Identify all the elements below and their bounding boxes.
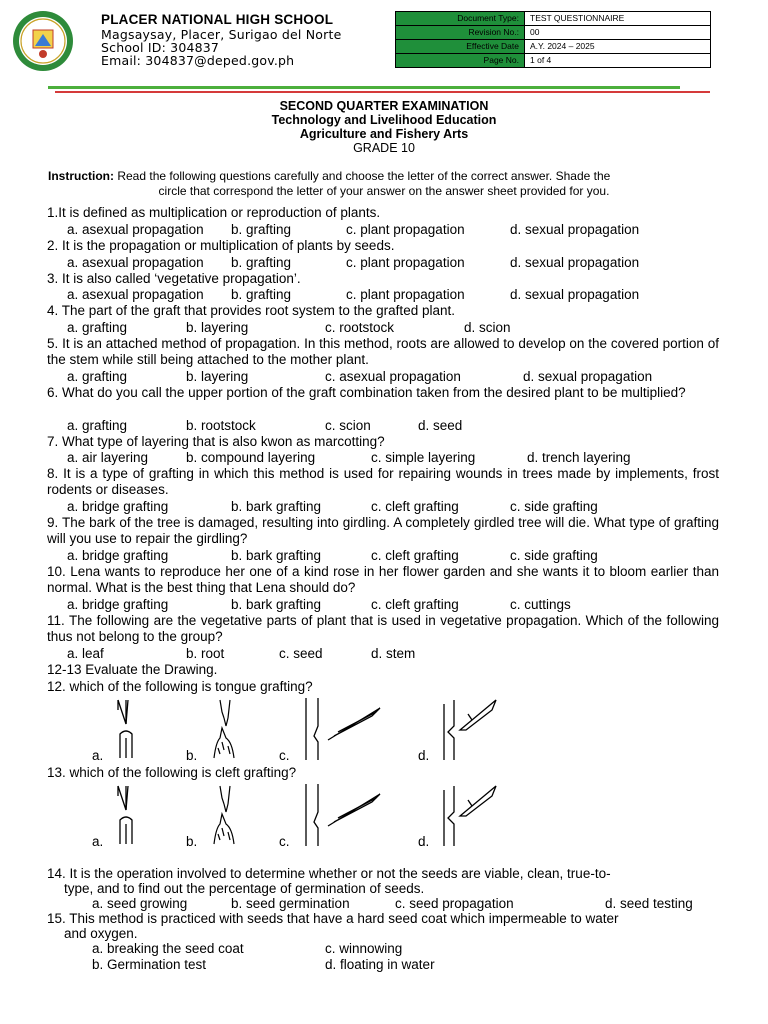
q11-option-c: c. seed xyxy=(279,646,323,661)
q10-option-d: c. cuttings xyxy=(510,597,571,612)
question-8: 8. It is a type of grafting in which this method is used for repairing wounds in trees made by implements, frost rodents or diseases. xyxy=(47,466,719,497)
revision-row xyxy=(396,26,711,40)
question-12: 12. which of the following is tongue grafting? xyxy=(47,679,313,694)
page-no-value: 1 of 4 xyxy=(525,54,711,68)
q1-option-b: b. grafting xyxy=(231,222,292,237)
doc-type-label: Document Type: xyxy=(396,12,525,26)
q4-option-d: d. scion xyxy=(464,320,511,335)
q13-drawing-d-side-graft-sketch xyxy=(438,782,504,848)
q1-option-c: c. plant propagation xyxy=(346,222,465,237)
effective-date-value: A.Y. 2024 – 2025 xyxy=(525,40,711,54)
doc-type-row xyxy=(396,12,711,26)
instruction-label: Instruction: xyxy=(48,169,114,183)
question-7: 7. What type of layering that is also kwon as marcotting? xyxy=(47,434,385,449)
q8-option-c: c. cleft grafting xyxy=(371,499,459,514)
q7-option-c: c. simple layering xyxy=(371,450,476,465)
effective-date-row xyxy=(396,40,711,54)
q2-option-c: c. plant propagation xyxy=(346,255,465,270)
question-1: 1.It is defined as multiplication or reproduction of plants. xyxy=(47,205,381,220)
school-id: School ID: 304837 xyxy=(101,40,220,55)
header-divider-red xyxy=(55,91,710,93)
q14-option-a: a. seed growing xyxy=(92,896,188,911)
page-no-row xyxy=(396,54,711,68)
revision-label: Revision No.: xyxy=(396,26,525,40)
exam-title: SECOND QUARTER EXAMINATION xyxy=(279,99,489,113)
q9-option-c: c. cleft grafting xyxy=(371,548,459,563)
q12-drawing-b-bark-graft-sketch xyxy=(200,698,252,760)
question-11: 11. The following are the vegetative parts of plant that is used in vegetative propagation. Which of the following thus not belong to the group? xyxy=(47,613,719,644)
revision-value: 00 xyxy=(525,26,711,40)
school-name: PLACER NATIONAL HIGH SCHOOL xyxy=(101,12,334,27)
instructions xyxy=(48,169,720,199)
exam-subject: Technology and Livelihood Education xyxy=(271,113,497,127)
q12-drawing-d-side-graft-sketch xyxy=(438,696,504,762)
q4-option-c: c. rootstock xyxy=(325,320,395,335)
question-3: 3. It is also called ‘vegetative propagation’. xyxy=(47,271,301,286)
q5-option-c: c. asexual propagation xyxy=(325,369,461,384)
q7-option-a: a. air layering xyxy=(67,450,149,465)
q9-option-b: b. bark grafting xyxy=(231,548,322,563)
page-no-label: Page No. xyxy=(396,54,525,68)
q7-option-d: d. trench layering xyxy=(527,450,631,465)
question-14-cont: type, and to find out the percentage of germination of seeds. xyxy=(64,881,425,896)
q14-option-c: c. seed propagation xyxy=(395,896,514,911)
q12-label-d: d. xyxy=(418,748,430,763)
q13-label-c: c. xyxy=(279,834,290,849)
q6-option-c: c. scion xyxy=(325,418,371,433)
q15-option-d: d. floating in water xyxy=(325,957,435,972)
question-4: 4. The part of the graft that provides root system to the grafted plant. xyxy=(47,303,455,318)
exam-course: Agriculture and Fishery Arts xyxy=(299,127,469,141)
document-info-table xyxy=(395,11,711,68)
q12-drawing-c-whip-graft-sketch xyxy=(298,696,384,762)
effective-date-label: Effective Date xyxy=(396,40,525,54)
q3-option-a: a. asexual propagation xyxy=(67,287,204,302)
q5-option-a: a. grafting xyxy=(67,369,128,384)
q15-option-a: a. breaking the seed coat xyxy=(92,941,244,956)
q3-option-b: b. grafting xyxy=(231,287,292,302)
q13-label-d: d. xyxy=(418,834,430,849)
q12-drawing-a-cleft-graft-sketch xyxy=(104,698,156,760)
q4-option-a: a. grafting xyxy=(67,320,128,335)
q8-option-b: b. bark grafting xyxy=(231,499,322,514)
q5-option-b: b. layering xyxy=(186,369,249,384)
question-13: 13. which of the following is cleft grafting? xyxy=(47,765,297,780)
q2-option-b: b. grafting xyxy=(231,255,292,270)
q10-option-a: a. bridge grafting xyxy=(67,597,169,612)
q11-option-a: a. leaf xyxy=(67,646,104,661)
school-email: Email: 304837@deped.gov.ph xyxy=(101,53,295,68)
question-9: 9. The bark of the tree is damaged, resulting into girdling. A completely girdled tree will die. What type of grafting will you use to repair the girdling? xyxy=(47,515,719,546)
q8-option-a: a. bridge grafting xyxy=(67,499,169,514)
school-seal-logo xyxy=(12,10,74,72)
q13-label-b: b. xyxy=(186,834,198,849)
q9-option-d: c. side grafting xyxy=(510,548,598,563)
question-15: 15. This method is practiced with seeds that have a hard seed coat which impermeable to water xyxy=(47,911,619,926)
question-5: 5. It is an attached method of propagation. In this method, roots are allowed to develop on the covered portion of the stem while still being attached to the mother plant. xyxy=(47,336,719,367)
exam-grade: GRADE 10 xyxy=(353,141,415,155)
q3-option-d: d. sexual propagation xyxy=(510,287,640,302)
q12-label-c: c. xyxy=(279,748,290,763)
q13-drawing-a-cleft-graft-sketch xyxy=(104,784,156,846)
q2-option-a: a. asexual propagation xyxy=(67,255,204,270)
header-divider-green xyxy=(48,86,680,89)
q5-option-d: d. sexual propagation xyxy=(523,369,653,384)
q9-option-a: a. bridge grafting xyxy=(67,548,169,563)
question-14: 14. It is the operation involved to determine whether or not the seeds are viable, clean, true-to- xyxy=(47,866,611,881)
q13-label-a: a. xyxy=(92,834,104,849)
q15-option-c: c. winnowing xyxy=(325,941,403,956)
q2-option-d: d. sexual propagation xyxy=(510,255,640,270)
q3-option-c: c. plant propagation xyxy=(346,287,465,302)
q8-option-d: c. side grafting xyxy=(510,499,598,514)
q10-option-b: b. bark grafting xyxy=(231,597,322,612)
q6-option-b: b. rootstock xyxy=(186,418,256,433)
doc-type-value: TEST QUESTIONNAIRE xyxy=(525,12,711,26)
q7-option-b: b. compound layering xyxy=(186,450,316,465)
q6-option-d: d. seed xyxy=(418,418,463,433)
q12-label-a: a. xyxy=(92,748,104,763)
school-address: Magsaysay, Placer, Surigao del Norte xyxy=(101,27,342,42)
q15-option-b: b. Germination test xyxy=(92,957,207,972)
instruction-text-2: circle that correspond the letter of your answer on the answer sheet provided for you. xyxy=(158,184,610,198)
q11-option-b: b. root xyxy=(186,646,225,661)
question-10: 10. Lena wants to reproduce her one of a kind rose in her flower garden and she wants it to bloom earlier than normal. What is the best thing that Lena should do? xyxy=(47,564,719,595)
q13-drawing-c-whip-graft-sketch xyxy=(298,782,384,848)
question-6: 6. What do you call the upper portion of the graft combination taken from the desired plant to be multiplied? xyxy=(47,385,686,400)
q12-label-b: b. xyxy=(186,748,198,763)
question-15-cont: and oxygen. xyxy=(64,926,138,941)
q13-drawing-b-bark-graft-sketch xyxy=(200,784,252,846)
q14-option-d: d. seed testing xyxy=(605,896,693,911)
q10-option-c: c. cleft grafting xyxy=(371,597,459,612)
q6-option-a: a. grafting xyxy=(67,418,128,433)
instruction-text: Read the following questions carefully and choose the letter of the correct answer. Shade the xyxy=(117,169,611,183)
q1-option-a: a. asexual propagation xyxy=(67,222,204,237)
q11-option-d: d. stem xyxy=(371,646,416,661)
q14-option-b: b. seed germination xyxy=(231,896,350,911)
q1-option-d: d. sexual propagation xyxy=(510,222,640,237)
drawing-section-heading: 12-13 Evaluate the Drawing. xyxy=(47,662,218,677)
question-2: 2. It is the propagation or multiplication of plants by seeds. xyxy=(47,238,395,253)
q4-option-b: b. layering xyxy=(186,320,249,335)
